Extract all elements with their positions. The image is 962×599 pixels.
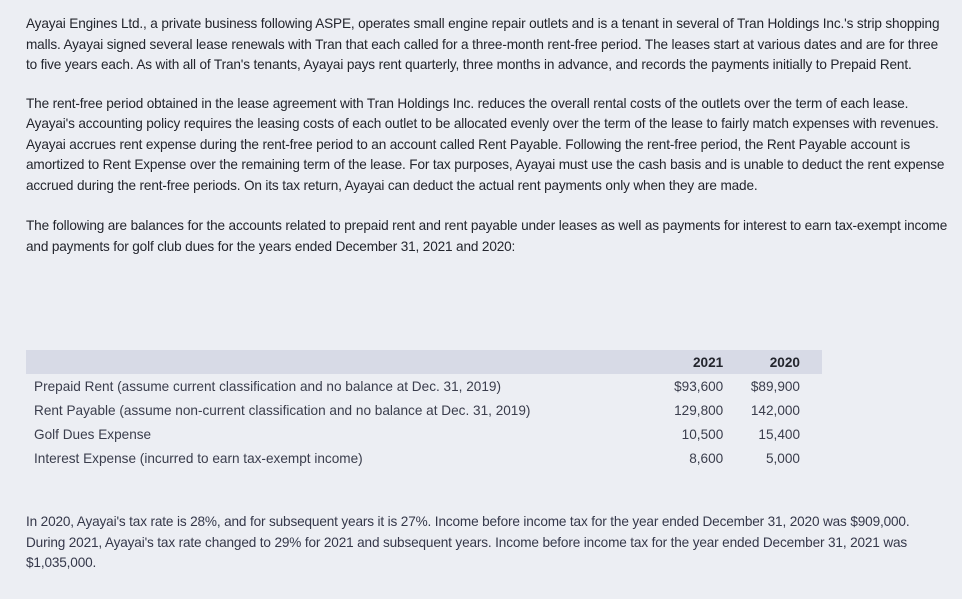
row-label-interest-expense: Interest Expense (incurred to earn tax-exempt income) xyxy=(34,450,363,466)
cell-rent-payable-2021: 129,800 xyxy=(674,402,724,418)
cell-prepaid-rent-2020: $89,900 xyxy=(750,378,800,394)
paragraph-balances-intro: The following are balances for the accounts related to prepaid rent and rent payable under leases as well as payments for interest to earn tax-exempt income and payments for golf club dues for the years ended December 31, 2021 and 2020: xyxy=(26,218,948,254)
row-label-golf-dues: Golf Dues Expense xyxy=(34,426,152,442)
paragraph-tax-rates: In 2020, Ayayai's tax rate is 28%, and for subsequent years it is 27%. Income before income tax for the year ended December 31, 2020 was $909,000. During 2021, Ayayai's tax rate changed to 29% for 2021 and subsequent years. Income before income tax for the year ended December 31, 2021 was $1,035,000. xyxy=(26,514,910,570)
row-label-prepaid-rent: Prepaid Rent (assume current classification and no balance at Dec. 31, 2019) xyxy=(34,378,501,394)
cell-interest-expense-2021: 8,600 xyxy=(689,450,724,466)
table-row xyxy=(26,422,822,446)
cell-interest-expense-2020: 5,000 xyxy=(765,450,800,466)
table-row xyxy=(26,446,822,470)
cell-golf-dues-2021: 10,500 xyxy=(681,426,724,442)
paragraph-intro: Ayayai Engines Ltd., a private business following ASPE, operates small engine repair outlets and is a tenant in several of Tran Holdings Inc.'s strip shopping malls. Ayayai signed several lease renewals with Tran that each called for a three-month rent-free period. The leases start at various dates and are for three to five years each. As with all of Tran's tenants, Ayayai pays rent quarterly, three months in advance, and records the payments initially to Prepaid Rent. xyxy=(26,16,940,72)
balances-table-container xyxy=(26,350,822,470)
table-row xyxy=(26,374,822,398)
balances-table xyxy=(26,350,822,470)
paragraph-rent-free-policy: The rent-free period obtained in the lease agreement with Tran Holdings Inc. reduces the overall rental costs of the outlets over the term of each lease. Ayayai's accounting policy requires the leasing costs of each outlet to be allocated evenly over the term of the lease to fairly match expenses with revenues. Ayayai accrues rent expense during the rent-free period to an account called Rent Payable. Following the rent-free period, the Rent Payable account is amortized to Rent Expense over the remaining term of the lease. For tax purposes, Ayayai must use the cash basis and is unable to deduct the rent expense accrued during the rent-free periods. On its tax return, Ayayai can deduct the actual rent payments only when they are made. xyxy=(26,95,945,193)
table-header-row xyxy=(26,350,822,374)
table-header-2020: 2020 xyxy=(723,350,822,374)
row-label-rent-payable: Rent Payable (assume non-current classification and no balance at Dec. 31, 2019) xyxy=(34,402,531,418)
table-row xyxy=(26,398,822,422)
table-header-label xyxy=(26,350,643,374)
cell-golf-dues-2020: 15,400 xyxy=(758,426,800,442)
table-header-2021: 2021 xyxy=(643,350,723,374)
cell-prepaid-rent-2021: $93,600 xyxy=(674,378,724,394)
cell-rent-payable-2020: 142,000 xyxy=(750,402,800,418)
